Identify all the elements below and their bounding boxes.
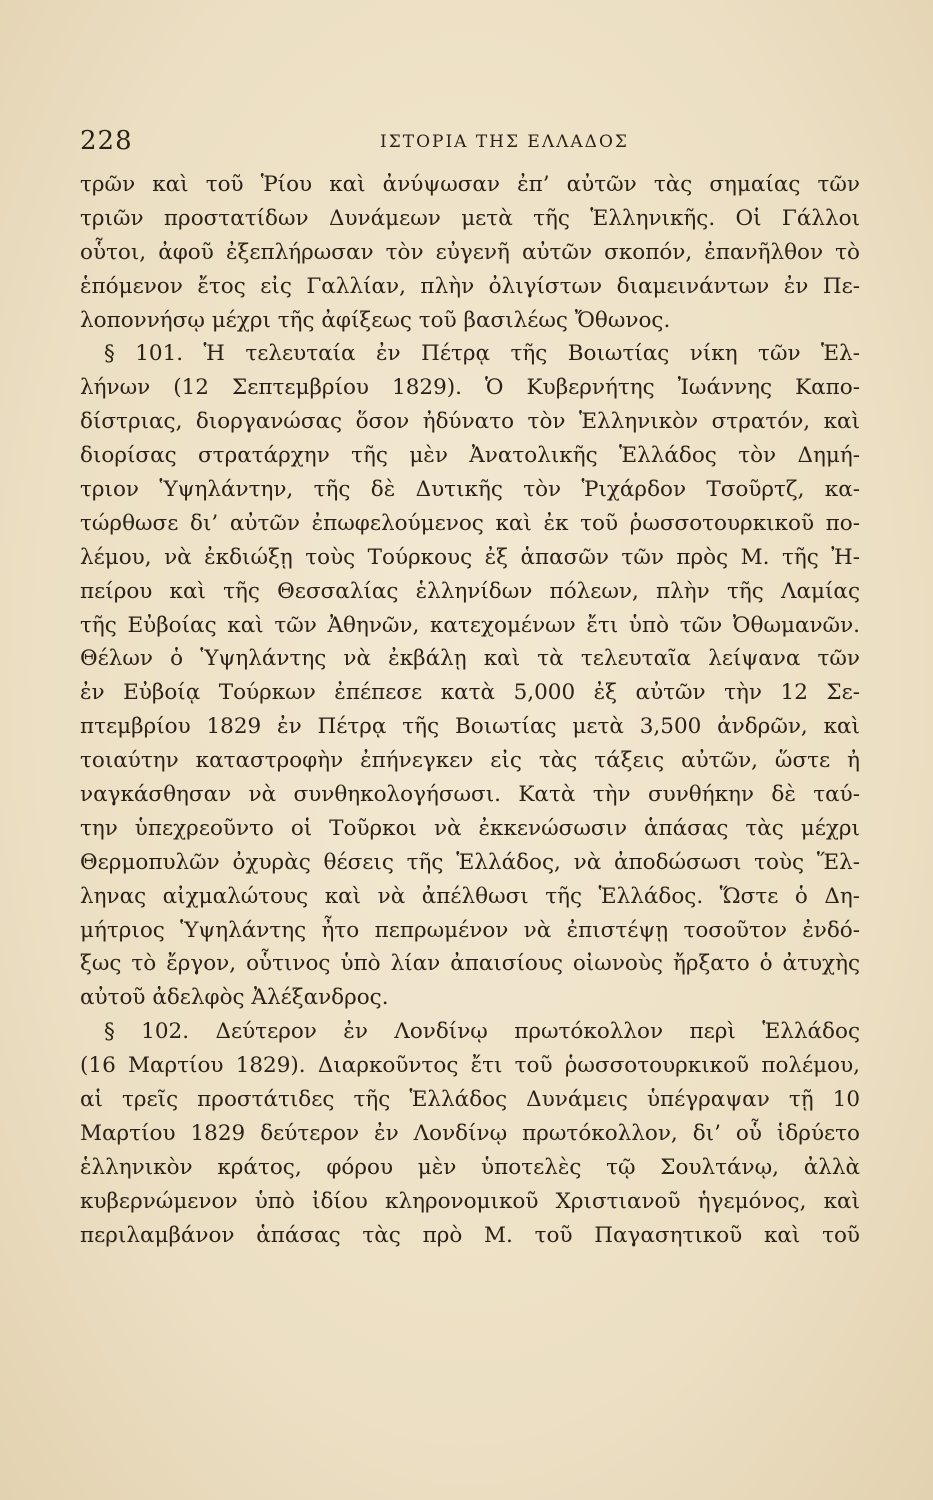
text-line: Θέλων ὁ Ὑψηλάντης νὰ ἐκβάλῃ καὶ τὰ τελευταῖα λείψανα τῶν bbox=[80, 646, 860, 672]
text-line: ἐν Εὐβοίᾳ Τούρκων ἐπέπεσε κατὰ 5,000 ἐξ αὐτῶν τὴν 12 Σε- bbox=[80, 680, 860, 706]
text-line: ληνας αἰχμαλώτους καὶ νὰ ἀπέλθωσι τῆς Ἑλλάδος. Ὥστε ὁ Δη- bbox=[80, 883, 860, 909]
text-line: αὐτοῦ ἀδελφὸς Ἀλέξανδρος. bbox=[80, 985, 389, 1011]
text-line: ἑπόμενον ἔτος εἰς Γαλλίαν, πλὴν ὀλιγίστων διαμεινάντων ἐν Πε- bbox=[80, 273, 860, 299]
text-line: τριον Ὑψηλάντην, τῆς δὲ Δυτικῆς τὸν Ῥιχάρδον Τσοῦρτζ, κα- bbox=[80, 477, 860, 503]
text-line: λέμου, νὰ ἐκδιώξῃ τοὺς Τούρκους ἐξ ἁπασῶν τῶν πρὸς Μ. τῆς Ἠ- bbox=[80, 544, 860, 570]
page-header bbox=[80, 126, 860, 162]
text-line: τριῶν προστατίδων Δυνάμεων μετὰ τῆς Ἑλληνικῆς. Οἱ Γάλλοι bbox=[80, 205, 860, 231]
text-line: την ὑπεχρεοῦντο οἱ Τοῦρκοι νὰ ἐκκενώσωσιν ἁπάσας τὰς μέχρι bbox=[80, 815, 860, 841]
text-line: (16 Μαρτίου 1829). Διαρκοῦντος ἔτι τοῦ ῥωσσοτουρκικοῦ πολέμου, bbox=[80, 1053, 860, 1079]
text-line: Θερμοπυλῶν ὀχυρὰς θέσεις τῆς Ἑλλάδος, νὰ ἀποδώσωσι τοὺς Ἕλ- bbox=[80, 849, 860, 875]
text-line: τοιαύτην καταστροφὴν ἐπήνεγκεν εἰς τὰς τάξεις αὐτῶν, ὥστε ἠ bbox=[80, 748, 860, 774]
text-line: πτεμβρίου 1829 ἐν Πέτρᾳ τῆς Βοιωτίας μετὰ 3,500 ἀνδρῶν, καὶ bbox=[80, 714, 860, 740]
text-line: μήτριος Ὑψηλάντης ἦτο πεπρωμένον νὰ ἐπιστέψῃ τοσοῦτον ἐνδό- bbox=[80, 917, 860, 943]
text-line: λοποννήσῳ μέχρι τῆς ἀφίξεως τοῦ βασιλέως Ὄθωνος. bbox=[80, 307, 671, 333]
text-line: περιλαμβάνον ἁπάσας τὰς πρὸ Μ. τοῦ Παγασητικοῦ καὶ τοῦ bbox=[80, 1222, 860, 1248]
text-line: ξως τὸ ἔργον, οὗτινος ὑπὸ λίαν ἀπαισίους οἰωνοὺς ἤρξατο ὁ ἀτυχὴς bbox=[80, 951, 860, 977]
text-line: ναγκάσθησαν νὰ συνθηκολογήσωσι. Κατὰ τὴν συνθήκην δὲ ταύ- bbox=[80, 782, 860, 808]
running-title: ΙΣΤΟΡΙΑ ΤΗΣ ΕΛΛΑΔΟΣ bbox=[380, 132, 629, 152]
page-number: 228 bbox=[80, 126, 133, 156]
body-text bbox=[80, 168, 860, 1253]
text-line: τώρθωσε δι’ αὐτῶν ἐπωφελούμενος καὶ ἐκ τοῦ ῥωσσοτουρκικοῦ πο- bbox=[80, 510, 860, 536]
section-heading-101: § 101. Ἡ τελευταία ἐν Πέτρᾳ τῆς Βοιωτίας νίκη τῶν Ἑλ- bbox=[104, 341, 860, 367]
text-line: οὗτοι, ἀφοῦ ἐξεπλήρωσαν τὸν εὐγενῆ αὐτῶν σκοπόν, ἐπανῆλθον τὸ bbox=[80, 239, 860, 265]
text-line: δίστριας, διοργανώσας ὅσον ἠδύνατο τὸν Ἑλληνικὸν στρατόν, καὶ bbox=[80, 409, 860, 435]
text-line: τρῶν καὶ τοῦ Ῥίου καὶ ἀνύψωσαν ἐπ’ αὐτῶν τὰς σημαίας τῶν bbox=[80, 172, 860, 197]
text-line: αἱ τρεῖς προστάτιδες τῆς Ἑλλάδος Δυνάμεις ὑπέγραψαν τῇ 10 bbox=[80, 1087, 860, 1113]
section-heading-102: § 102. Δεύτερον ἐν Λονδίνῳ πρωτόκολλον περὶ Ἑλλάδος bbox=[104, 1019, 860, 1045]
text-line: πείρου καὶ τῆς Θεσσαλίας ἑλληνίδων πόλεων, πλὴν τῆς Λαμίας bbox=[80, 578, 860, 604]
text-line: Μαρτίου 1829 δεύτερον ἐν Λονδίνῳ πρωτόκολλον, δι’ οὗ ἱδρύετο bbox=[80, 1120, 860, 1146]
text-line: λήνων (12 Σεπτεμβρίου 1829). Ὁ Κυβερνήτης Ἰωάννης Καπο- bbox=[80, 375, 860, 401]
text-line: τῆς Εὐβοίας καὶ τῶν Ἀθηνῶν, κατεχομένων ἔτι ὑπὸ τῶν Ὀθωμανῶν. bbox=[80, 612, 860, 638]
text-line: διορίσας στρατάρχην τῆς μὲν Ἀνατολικῆς Ἑλλάδος τὸν Δημή- bbox=[80, 443, 860, 469]
text-line: ἑλληνικὸν κράτος, φόρου μὲν ὑποτελὲς τῷ Σουλτάνῳ, ἀλλὰ bbox=[80, 1154, 860, 1180]
text-line: κυβερνώμενον ὑπὸ ἰδίου κληρονομικοῦ Χριστιανοῦ ἡγεμόνος, καὶ bbox=[80, 1188, 860, 1214]
